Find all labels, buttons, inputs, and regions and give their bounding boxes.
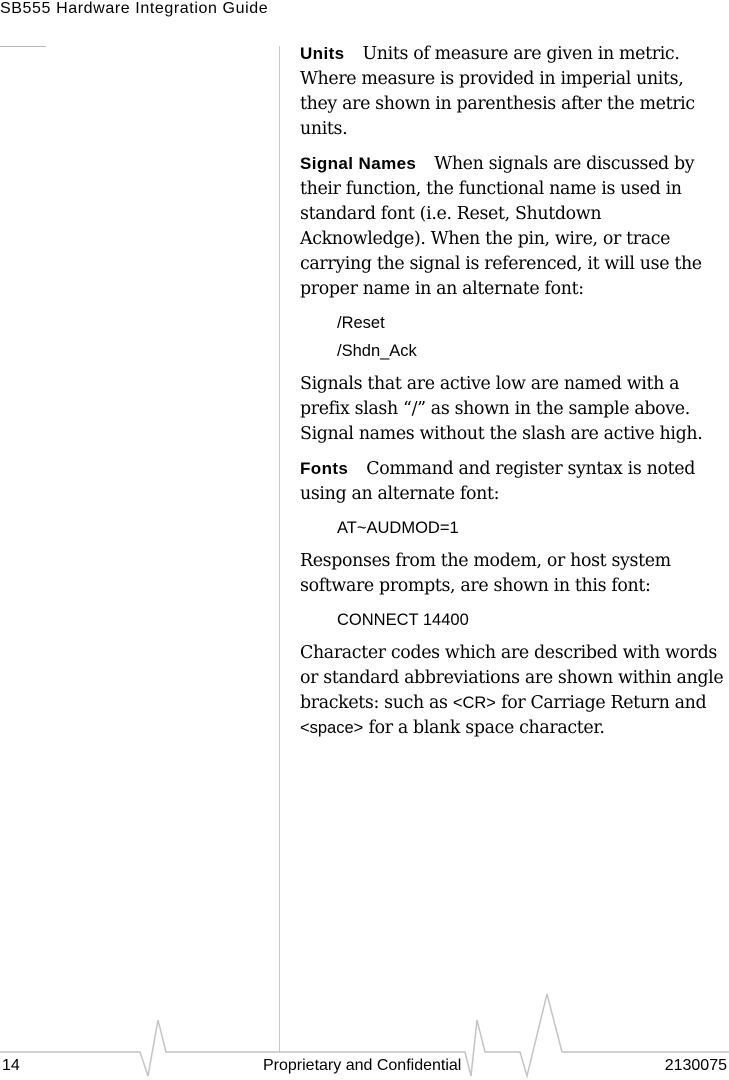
document-number: 2130075 — [664, 1057, 727, 1074]
units-paragraph — [300, 41, 725, 142]
signal-example-reset: /Reset — [337, 314, 385, 332]
confidential-label: Proprietary and Confidential — [263, 1057, 462, 1074]
character-codes-paragraph — [300, 641, 725, 741]
running-header: SB555 Hardware Integration Guide — [0, 0, 269, 17]
cr-code: <CR> — [452, 694, 496, 712]
units-body: Units of measure are given in metric. Where measure is provided in imperial units, they are shown in parenthesis after the metric units. — [300, 44, 695, 139]
signal-example-shdn-ack: /Shdn_Ack — [337, 342, 417, 360]
char-codes-text-3: for a blank space character. — [368, 718, 605, 738]
command-example: AT~AUDMOD=1 — [337, 519, 459, 537]
signal-names-paragraph — [300, 151, 725, 302]
response-example: CONNECT 14400 — [337, 611, 469, 629]
responses-paragraph: Responses from the modem, or host system software prompts, are shown in this font: — [300, 551, 671, 596]
active-low-note: Signals that are active low are named with a prefix slash “/” as shown in the sample above. Signal names without the slash are active high. — [300, 374, 703, 444]
fonts-paragraph — [300, 456, 725, 507]
units-heading: Units — [300, 44, 345, 63]
signal-names-body: When signals are discussed by their function, the functional name is used in standard font (i.e. Reset, Shutdown Acknowledge). When the pin, wire, or trace carrying the signal is referenced, it will use the proper name in an alternate font: — [300, 154, 702, 299]
column-divider — [279, 46, 280, 1052]
fonts-heading: Fonts — [300, 459, 349, 478]
fonts-body: Command and register syntax is noted using an alternate font: — [300, 459, 695, 504]
main-content — [300, 41, 725, 750]
header-rule — [0, 46, 46, 47]
space-code: <space> — [300, 719, 364, 737]
char-codes-text-2: for Carriage Return and — [501, 693, 707, 713]
signal-names-heading: Signal Names — [300, 154, 417, 173]
char-codes-text-1: Character codes which are described with words or standard abbreviations are shown within angle brackets: such as — [300, 643, 724, 713]
page-number: 14 — [2, 1057, 20, 1074]
